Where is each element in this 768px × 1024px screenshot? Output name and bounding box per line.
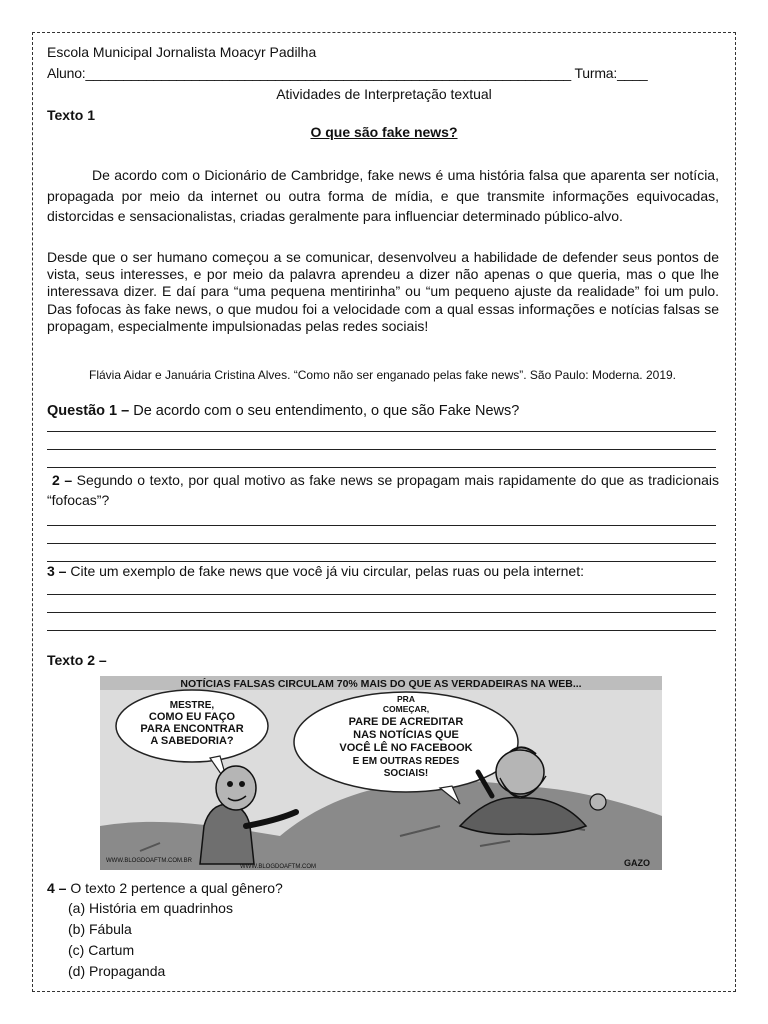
answer-line[interactable] [47,612,716,613]
option-b[interactable]: (b) Fábula [68,921,132,937]
guru-hand [590,794,606,810]
question-4-text: O texto 2 pertence a qual gênero? [66,880,283,896]
answer-line[interactable] [47,431,716,432]
bubble-left-line-2: COMO EU FAÇO [148,711,236,723]
bubble-right-line-5: VOCÊ LÊ NO FACEBOOK [339,742,473,754]
question-4-label: 4 – [47,880,67,896]
bubble-right-line-3: PARE DE ACREDITAR [348,716,464,728]
disciple-eye [239,781,245,787]
text1-title: O que são fake news? [310,124,458,140]
bubble-left-line-4: A SABEDORIA? [150,735,234,747]
cartoon-credit-bottom: WWW.BLOGDOAFTM.COM [240,864,316,870]
question-2-label: 2 – [52,472,73,488]
question-4 [47,880,283,897]
bubble-right-line-1: PRA [397,694,415,704]
question-2 [47,470,719,510]
text1-label: Texto 1 [47,107,95,123]
text1-paragraph-1: De acordo com o Dicionário de Cambridge, fake news é uma história falsa que aparenta ser notícia, propagada por meio da internet ou outra forma de mídia, e que transmite informações equivocadas, distorcidas e sensacionalistas, criadas geralmente para influenciar determinado público-alvo. [47,167,719,224]
answer-line[interactable] [47,594,716,595]
disciple-eye [227,781,233,787]
bubble-left-line-3: PARA ENCONTRAR [140,723,244,735]
question-3-text: Cite um exemplo de fake news que você já viu circular, pelas ruas ou pela internet: [66,563,584,579]
bubble-left-line-1: MESTRE, [169,700,215,711]
bubble-right-line-4: NAS NOTÍCIAS QUE [353,729,459,741]
school-name: Escola Municipal Jornalista Moacyr Padilha [47,44,317,60]
bubble-right-line-6: E EM OUTRAS REDES [352,756,460,767]
question-3 [47,563,584,580]
option-d[interactable]: (d) Propaganda [68,963,166,979]
answer-line[interactable] [47,449,716,450]
activity-title: Atividades de Interpretação textual [276,86,492,102]
question-1-label: Questão 1 – [47,403,130,419]
disciple-head [216,766,256,810]
cartoon-credit-left: WWW.BLOGDOAFTM.COM.BR [106,858,192,864]
bubble-right-line-7: SOCIAIS! [383,768,429,779]
answer-line[interactable] [47,630,716,631]
question-1-text: De acordo com o seu entendimento, o que são Fake News? [129,403,520,419]
cartoon-signature: GAZO [624,858,650,868]
text1-paragraph-2: Desde que o ser humano começou a se comunicar, desenvolveu a habilidade de defender seus pontos de vista, seus interesses, e por meio da palavra aprendeu a dizer não apenas o que queria, mas o que lhe interessava dizer. E daí para “uma pequena mentirinha” ou “um pequeno ajuste da realidade” foi um pulo. Das fofocas às fake news, o que mudou foi a velocidade com a qual essas informações e notícias falsas se propagam, especialmente impulsionadas pelas redes sociais! [47,249,719,334]
cartoon-headline: NOTÍCIAS FALSAS CIRCULAM 70% MAIS DO QUE AS VERDADEIRAS NA WEB... [180,678,582,690]
text1-citation: Flávia Aidar e Januária Cristina Alves. “Como não ser enganado pelas fake news”. São Paulo: Moderna. 2019. [89,368,677,382]
answer-line[interactable] [47,543,716,544]
answer-line[interactable] [47,467,716,468]
text2-label: Texto 2 – [47,652,107,668]
question-1 [47,403,519,420]
answer-line[interactable] [47,525,716,526]
option-c[interactable]: (c) Cartum [68,942,135,958]
question-3-label: 3 – [47,563,67,579]
option-a[interactable]: (a) História em quadrinhos [68,900,233,916]
answer-line[interactable] [47,561,716,562]
bubble-right-line-2: COMEÇAR, [382,704,430,714]
question-2-text: Segundo o texto, por qual motivo as fake news se propagam mais rapidamente do que as tradicionais “fofocas”? [47,472,719,508]
fake-news-cartoon [100,676,662,870]
student-line: Aluno:________________________________________________________________ Turma:____ [47,65,648,81]
